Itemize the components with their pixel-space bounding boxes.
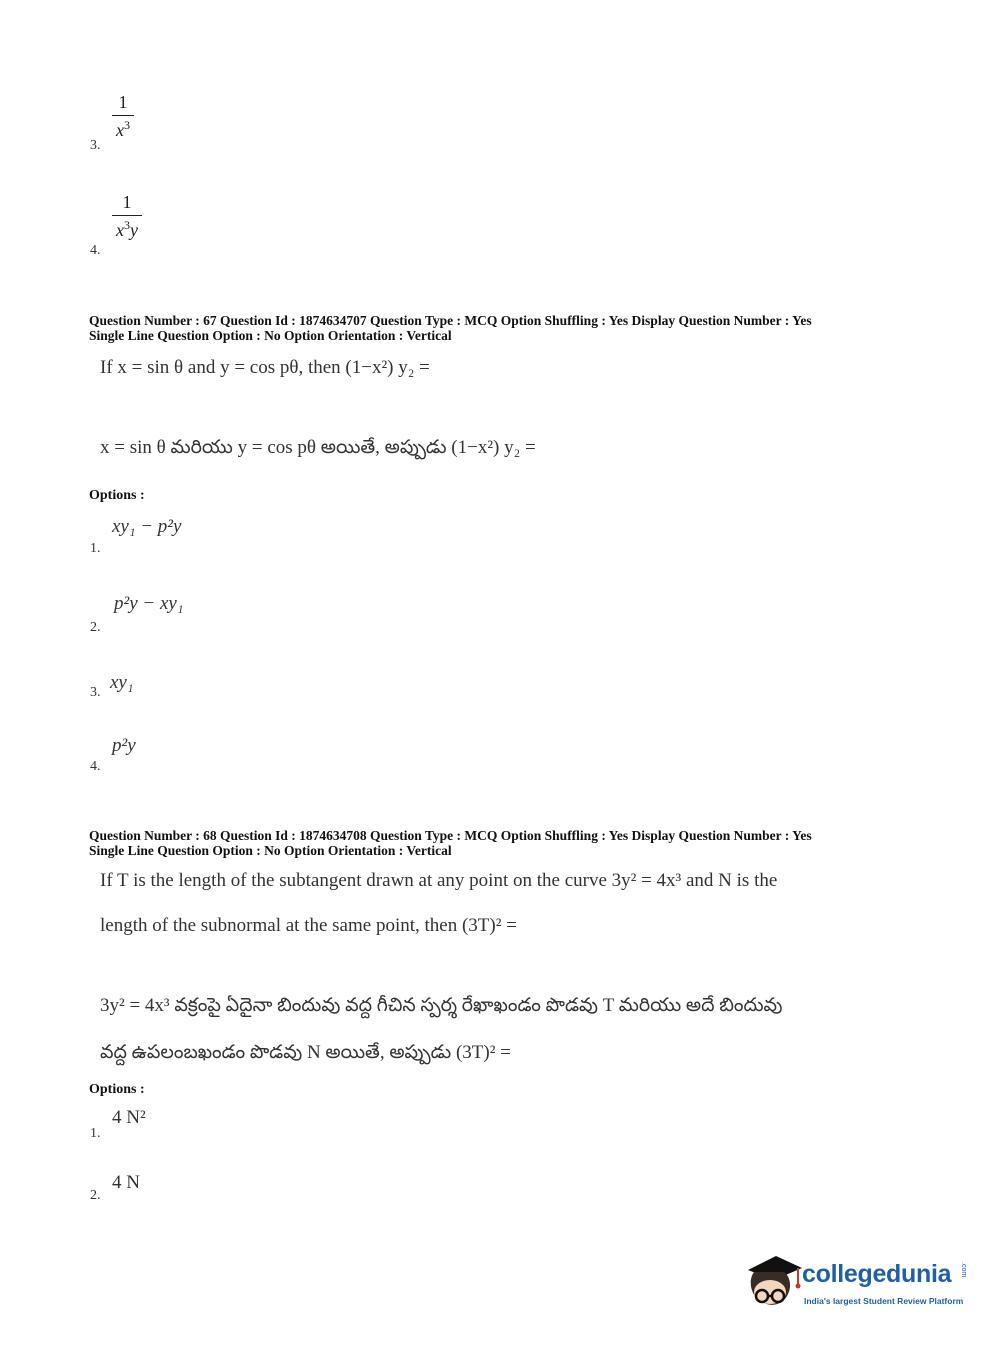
question-67-text-en: If x = sin θ and y = cos pθ, then (1−x²) y₂ = bbox=[100, 357, 430, 378]
prev-option-3-number: 3. bbox=[90, 138, 101, 153]
fraction: $\frac{1}{x^3y}$ bbox=[112, 192, 142, 241]
student-mascot-icon bbox=[742, 1250, 804, 1312]
prev-option-4-number: 4. bbox=[90, 243, 101, 258]
question-68-option-2: 4 N bbox=[112, 1172, 140, 1193]
question-68-text-en-line2: length of the subnormal at the same point, then (3T)² = bbox=[100, 915, 517, 936]
question-68-text-te-line1: 3y² = 4x³ వక్రంపై ఏదైనా బిందువు వద్ద గీచిన స్పర్శ రేఖాఖండం పొడవు T మరియు అదే బిందువు bbox=[100, 995, 783, 1016]
option-number: 1. bbox=[90, 541, 101, 556]
question-68-meta: Question Number : 68 Question Id : 1874634708 Question Type : MCQ Option Shuffling : Yes Display Question Number : Yes Single Line Question Option : No Option Orientation : Vertical bbox=[89, 828, 812, 858]
question-67-text-te: x = sin θ మరియు y = cos pθ అయితే, అప్పుడు (1−x²) y₂ = bbox=[100, 437, 536, 458]
question-67-meta: Question Number : 67 Question Id : 1874634707 Question Type : MCQ Option Shuffling : Yes Display Question Number : Yes Single Line Question Option : No Option Orientation : Vertical bbox=[89, 313, 812, 343]
logo-tagline: India's largest Student Review Platform bbox=[804, 1296, 964, 1306]
option-number: 4. bbox=[90, 759, 101, 774]
option-number: 2. bbox=[90, 620, 101, 635]
collegedunia-logo bbox=[742, 1250, 972, 1316]
fraction: $\frac{1}{x^3}$ bbox=[112, 92, 134, 141]
logo-suffix: .com bbox=[960, 1262, 967, 1278]
question-67-option-1: xy₁ − p²y bbox=[112, 516, 182, 537]
prev-option-4 bbox=[90, 192, 142, 241]
question-68-text-te-line2: వద్ద ఉపలంబఖండం పొడవు N అయితే, అప్పుడు (3T)² = bbox=[100, 1042, 511, 1063]
prev-option-3 bbox=[90, 92, 134, 141]
option-number: 1. bbox=[90, 1126, 101, 1141]
option-number: 3. bbox=[90, 685, 101, 700]
question-67-option-3: xy₁ bbox=[110, 672, 134, 693]
question-67-option-4: p²y bbox=[112, 735, 136, 756]
logo-wordmark: collegedunia bbox=[802, 1260, 952, 1288]
question-68-option-1: 4 N² bbox=[112, 1107, 146, 1128]
question-67-option-2: p²y − xy₁ bbox=[114, 593, 184, 614]
question-68-text-en-line1: If T is the length of the subtangent drawn at any point on the curve 3y² = 4x³ and N is the bbox=[100, 870, 778, 891]
question-68-options-label: Options : bbox=[89, 1082, 145, 1097]
question-67-options-label: Options : bbox=[89, 488, 145, 503]
option-number: 2. bbox=[90, 1188, 101, 1203]
